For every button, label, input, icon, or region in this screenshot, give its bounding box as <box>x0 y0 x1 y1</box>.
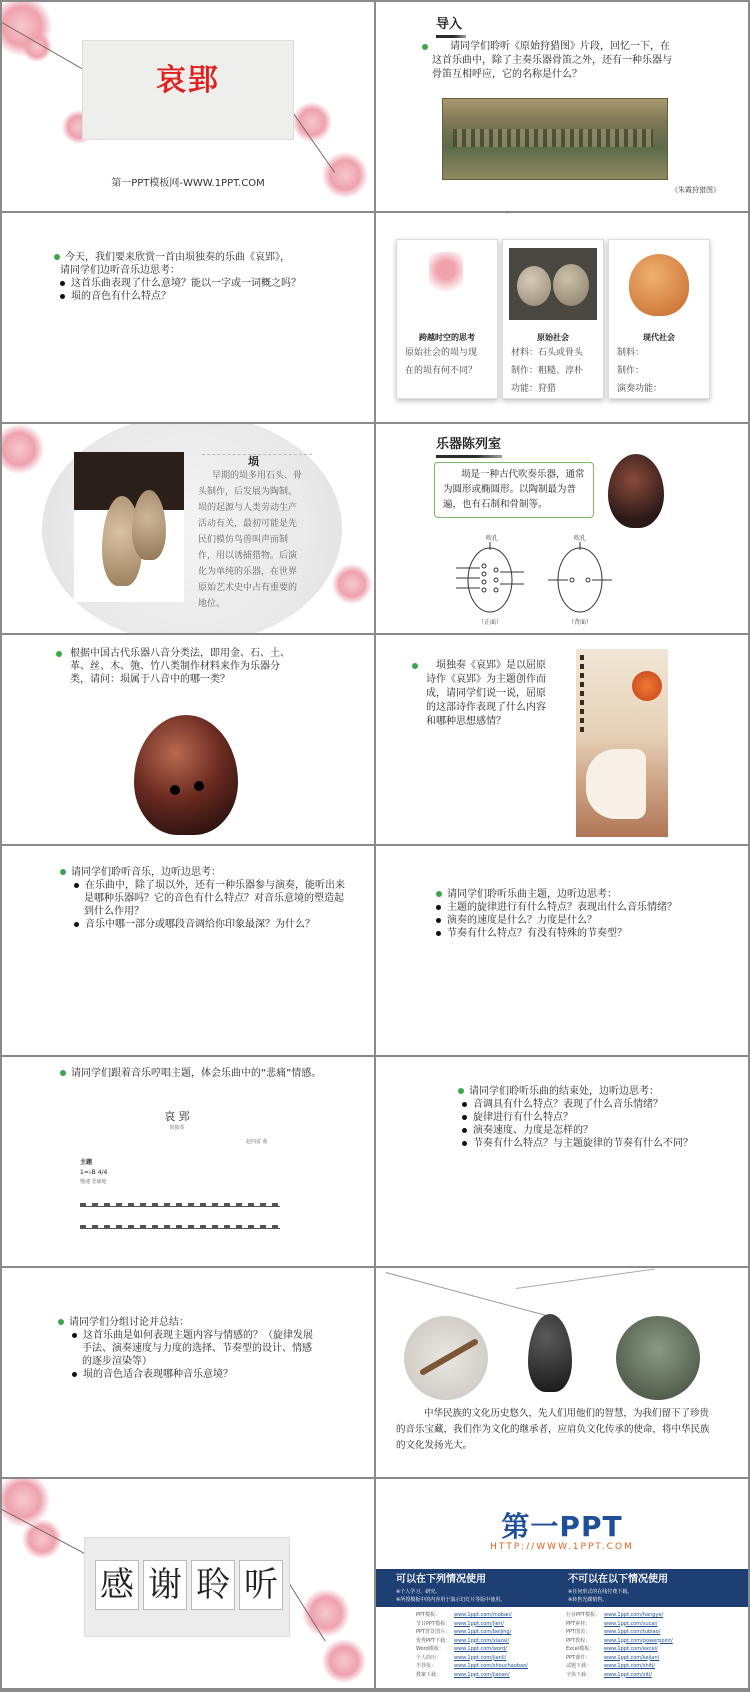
finger-hole <box>482 580 486 584</box>
link-url[interactable]: www.1ppt.com/jieri/ <box>454 1620 504 1627</box>
question-text: 请同学们聆听《原始狩猎图》片段，回忆一下，在这首乐曲中，除了主奏乐器骨笛之外，还有一种乐器与骨笛互相呼应，它的名称是什么？ <box>432 41 672 80</box>
link-url[interactable]: www.1ppt.com/word/ <box>454 1646 507 1652</box>
listening-prompt <box>54 251 344 303</box>
bullet-icon <box>462 1102 467 1107</box>
link-label: 个人简历： <box>416 1654 442 1661</box>
right-link-list <box>566 1611 673 1679</box>
link-label: PPT模板： <box>416 1612 441 1618</box>
card-line: 演奏功能： <box>617 384 663 394</box>
xun-photo-frame <box>74 452 184 602</box>
title-divider <box>202 454 312 455</box>
question-item: 音乐中哪一部分或哪段音调给你印象最深？为什么？ <box>85 919 315 930</box>
slide-grid <box>2 2 748 1690</box>
link-label: 试题下载： <box>566 1663 592 1669</box>
brand-logo: 第一PPT <box>501 1510 623 1543</box>
left-link-list <box>416 1611 528 1679</box>
blossom-decoration <box>332 564 372 604</box>
link-label: PPT教程： <box>566 1637 591 1644</box>
link-row <box>416 1611 528 1620</box>
link-label: Excel模板： <box>566 1646 595 1652</box>
link-url[interactable]: www.1ppt.com/excel/ <box>604 1646 658 1652</box>
link-label: PPT课件： <box>566 1654 591 1661</box>
slide-13-discussion[interactable] <box>2 1268 374 1477</box>
image-caption: 《朱霞狩猎图》 <box>671 186 720 194</box>
card-caption: 跨越时空的思考 <box>419 333 475 342</box>
link-label: 节日PPT模板： <box>416 1620 451 1627</box>
bullet-icon <box>60 281 65 286</box>
link-label: 行业PPT模板： <box>566 1612 601 1618</box>
allowed-note: ※所授模板中的内容用于演示幻灯片等版中使用。 <box>396 1597 506 1603</box>
compare-card-2 <box>502 239 604 399</box>
intro-question <box>432 40 672 82</box>
card-line: 材料：石头或骨头 <box>511 348 584 358</box>
question-item: 旋律进行有什么特点？ <box>473 1112 573 1123</box>
link-label: PPT素材： <box>566 1620 591 1627</box>
bullet-icon <box>56 651 62 657</box>
bullet-icon <box>462 1128 467 1133</box>
painted-xun-image <box>134 715 238 835</box>
blow-hole-label: 吹孔 <box>486 535 499 542</box>
black-xun-image <box>528 1314 572 1392</box>
score-author: 赵四富 曲 <box>246 1139 268 1145</box>
link-url[interactable]: www.1ppt.com/ziti/ <box>604 1671 652 1678</box>
finger-hole <box>570 578 574 582</box>
link-label: PPT图表： <box>566 1629 591 1635</box>
card-line: 制作： <box>617 366 645 376</box>
score-tempo: 慢速 悲痛地 <box>80 1179 107 1185</box>
back-caption: （背面） <box>568 619 593 626</box>
blow-hole-label: 吹孔 <box>574 535 587 542</box>
link-label: PPT背景图片： <box>416 1629 451 1635</box>
thanks-char: 谢 <box>143 1560 187 1610</box>
intro-text: 请同学们分组讨论并总结： <box>69 1317 189 1328</box>
question-block <box>60 866 350 931</box>
figure-shape <box>586 749 646 819</box>
link-row <box>566 1662 673 1671</box>
instruction-text: 请同学们跟着音乐哼唱主题，体会乐曲中的“悲痛”情感。 <box>71 1068 322 1079</box>
slide-16-usage-terms[interactable] <box>376 1479 748 1688</box>
intro-text: 请同学们聆听音乐，边听边思考： <box>71 867 221 878</box>
slide-title: 哀郢 <box>156 63 220 98</box>
card-text <box>617 344 703 398</box>
question-block <box>436 888 726 940</box>
painted-xun-image <box>608 454 664 528</box>
card-line: 制作：粗糙、淳朴 <box>511 366 584 376</box>
qu-yuan-painting <box>576 649 668 837</box>
hunting-painting-image <box>442 98 668 180</box>
link-url[interactable]: www.1ppt.com/hangye/ <box>604 1612 664 1618</box>
xun-title: 埙 <box>248 455 259 468</box>
blossom-image <box>429 252 463 312</box>
intro-text-2: 请同学们边听音乐边思考： <box>60 265 180 276</box>
question-item: 节奏有什么特点？有没有特殊的节奏型？ <box>447 928 627 939</box>
thanks-panel <box>84 1537 290 1637</box>
slide-14-heritage[interactable] <box>376 1268 748 1477</box>
heritage-text: 中华民族的文化历史悠久，先人们用他们的智慧，为我们留下了珍贵的音乐宝藏，我们作为文化的继承者，应肩负文化传承的使命，将中华民族的文化发扬光大。 <box>396 1408 710 1451</box>
finger-hole <box>494 588 498 592</box>
link-row <box>566 1671 673 1680</box>
xun-description: 早期的埙多用石头、骨头制作，后发展为陶制。埙的起源与人类劳动生产活动有关，最初可能是先民们模仿鸟兽叫声而制作，用以诱捕猎物。后演化为单纯的乐器，在世界原始艺术史中占有重要的地位。 <box>198 471 303 609</box>
forbidden-note: ※任何形式的在线付费下载。 <box>568 1589 633 1595</box>
intro-text: 请同学们聆听乐曲的结束处，边听边思考： <box>469 1086 659 1097</box>
links-panel <box>376 1607 748 1688</box>
link-url[interactable]: www.1ppt.com/tubiao/ <box>604 1629 661 1635</box>
xun-hole-diagram <box>436 528 676 628</box>
link-row <box>416 1645 528 1654</box>
link-url[interactable]: www.1ppt.com/shouchaobao/ <box>454 1663 528 1669</box>
card-caption: 原始社会 <box>537 333 569 342</box>
card-line: 功能：狩猎 <box>511 384 557 394</box>
intro-text: 今天，我们要来欣赏一首由埙独奏的乐曲《哀郢》， <box>65 252 290 263</box>
definition-box: 埙是一种古代吹奏乐器，通常为圆形或椭圆形。以陶制最为普遍，也有石制和骨制等。 <box>434 462 594 518</box>
bullet-icon <box>436 931 441 936</box>
link-row <box>416 1662 528 1671</box>
bullet-icon <box>60 869 66 875</box>
link-label: 优秀PPT下载： <box>416 1637 451 1644</box>
bullet-icon <box>74 922 79 927</box>
bullet-icon <box>74 883 79 888</box>
slide-10-theme-questions[interactable] <box>376 846 748 1055</box>
link-url[interactable]: www.1ppt.com/jiaoan/ <box>454 1671 510 1678</box>
score-line-1 <box>80 1195 280 1207</box>
question-item: 音调具有什么特点？表现了什么音乐情绪？ <box>473 1099 663 1110</box>
bullet-icon <box>60 1070 66 1076</box>
slide-11-sing-theme[interactable] <box>2 1057 374 1266</box>
bullet-icon <box>60 294 65 299</box>
link-url[interactable]: www.1ppt.com/shiti/ <box>604 1663 656 1669</box>
slide-1-title[interactable] <box>2 2 374 211</box>
link-row <box>416 1628 528 1637</box>
ancient-xun-image <box>509 248 597 320</box>
flute-image <box>404 1316 488 1400</box>
brand-url[interactable]: HTTP://WWW.1PPT.COM <box>490 1542 634 1552</box>
calligraphy-column <box>580 655 584 735</box>
finger-hole <box>494 578 498 582</box>
card-line: 原始社会的埙与现 <box>405 348 478 358</box>
question-item: 在乐曲中，除了埙以外，还有一种乐器参与演奏，能听出来是哪种乐器吗？它的音色有什么特点？对音乐意境的塑造起到什么作用？ <box>84 880 345 917</box>
intro-text: 请同学们聆听乐曲主题，边听边思考： <box>447 889 617 900</box>
instruction <box>60 1067 360 1082</box>
card-line: 在的埙有何不同？ <box>405 366 478 376</box>
bullet-icon <box>422 44 428 50</box>
slide-3-listen[interactable] <box>2 213 374 422</box>
bullet-icon <box>462 1141 467 1146</box>
link-row <box>566 1611 673 1620</box>
thanks-chars <box>95 1560 283 1610</box>
sun-shape <box>632 671 662 701</box>
link-row <box>416 1654 528 1663</box>
branch-decoration <box>386 1272 550 1317</box>
forbidden-heading: 不可以在以下情况使用 <box>568 1574 668 1585</box>
section-heading: 导入 <box>436 16 466 38</box>
question-item: 主题的旋律进行有什么特点？表现出什么音乐情绪？ <box>447 902 677 913</box>
bullet-icon <box>412 663 418 669</box>
link-row <box>566 1620 673 1629</box>
finger-hole <box>482 564 486 568</box>
branch-decoration <box>516 1269 655 1289</box>
section-heading: 乐器陈列室 <box>436 436 502 458</box>
card-line: 制料： <box>617 348 645 358</box>
slide-6-showcase[interactable] <box>376 424 748 633</box>
link-url[interactable]: www.1ppt.com/xiazai/ <box>454 1637 510 1644</box>
question-block <box>58 647 298 686</box>
score-line-2 <box>80 1217 280 1229</box>
card-text <box>405 344 491 380</box>
bullet-icon <box>54 254 60 260</box>
modern-xun-image <box>629 254 689 316</box>
card-text <box>511 344 597 398</box>
bullet-icon <box>436 891 442 897</box>
allowed-note: ※个人学习、研究。 <box>396 1589 441 1595</box>
allowed-heading: 可以在下列情况使用 <box>396 1574 486 1585</box>
front-caption: （正面） <box>478 619 503 626</box>
slide-2-intro[interactable] <box>376 2 748 211</box>
bullet-icon <box>436 905 441 910</box>
question-block <box>418 659 552 729</box>
question-block <box>58 1316 318 1381</box>
link-row <box>416 1671 528 1680</box>
question-item: 埙的音色有什么特点？ <box>71 291 171 302</box>
score-label: 主题 <box>80 1159 93 1166</box>
blossom-decoration <box>322 1639 366 1683</box>
score-title: 哀 郢 <box>164 1110 190 1123</box>
link-label: 字体下载： <box>566 1671 592 1678</box>
title-panel <box>82 40 294 140</box>
question-item: 埙的音色适合表现哪种音乐意境？ <box>83 1369 233 1380</box>
forbidden-note: ※转售光碟销售。 <box>568 1597 608 1603</box>
blossom-decoration <box>2 424 44 474</box>
question-item: 这首乐曲表现了什么意境？能以一字或一词概之吗？ <box>71 278 301 289</box>
finger-hole <box>194 781 204 791</box>
link-url[interactable]: www.1ppt.com/powerpoint/ <box>604 1637 673 1644</box>
link-url[interactable]: www.1ppt.com/moban/ <box>454 1612 512 1618</box>
card-caption: 现代社会 <box>643 333 675 342</box>
question-block <box>458 1085 738 1150</box>
usage-panel <box>376 1569 748 1688</box>
bullet-icon <box>458 1088 464 1094</box>
compare-card-3 <box>608 239 710 399</box>
link-url[interactable]: www.1ppt.com/jianli/ <box>454 1654 507 1661</box>
front-outline <box>468 548 512 612</box>
bullet-icon <box>436 918 441 923</box>
compare-card-1 <box>396 239 498 399</box>
score-subtitle: 埙独奏 <box>169 1125 185 1131</box>
score-key: 1=♭B 4/4 <box>80 1169 108 1176</box>
link-row <box>566 1628 673 1637</box>
question-text: 根据中国古代乐器八音分类法，即用金、石、土、革、丝、木、匏、竹八类制作材料来作为乐器分类，请问：埙属于八音中的哪一类？ <box>70 648 290 685</box>
bronze-bells-image <box>616 1316 700 1400</box>
question-item: 演奏的速度是什么？力度是什么？ <box>447 915 597 926</box>
question-item: 节奏有什么特点？与主题旋律的节奏有什么不同？ <box>473 1138 693 1149</box>
thanks-char: 听 <box>239 1560 283 1610</box>
link-row <box>416 1637 528 1646</box>
flute-shape <box>419 1338 479 1376</box>
slide-9-listen-questions[interactable] <box>2 846 374 1055</box>
link-row <box>566 1654 673 1663</box>
slide-8-qu-yuan[interactable] <box>376 635 748 844</box>
link-url[interactable]: www.1ppt.com/kejian/ <box>604 1654 660 1661</box>
link-row <box>566 1637 673 1646</box>
link-label: 手抄报： <box>416 1663 437 1669</box>
painting-figures <box>453 129 653 147</box>
link-url[interactable]: www.1ppt.com/beijing/ <box>454 1629 512 1635</box>
branch-decoration <box>506 213 591 214</box>
finger-hole <box>494 568 498 572</box>
bullet-icon <box>462 1115 467 1120</box>
xun-shape <box>553 264 589 306</box>
link-label: 教案下载： <box>416 1671 442 1678</box>
thanks-char: 聆 <box>191 1560 235 1610</box>
slide-5-xun-intro[interactable] <box>2 424 374 633</box>
question-item: 这首乐曲是如何表现主题内容与情感的？（旋律发展手法、演奏速度与力度的选择、节奏型的设计、情感的逐步渲染等） <box>82 1330 313 1367</box>
slide-7-eight-sounds[interactable] <box>2 635 374 844</box>
finger-hole <box>586 578 590 582</box>
question-text: 埙独奏《哀郢》是以屈原诗作《哀郢》为主题创作而成，请同学们说一说，屈原的这部诗作表现了什么内容和哪种思想感情？ <box>426 660 546 727</box>
thanks-char: 感 <box>95 1560 139 1610</box>
finger-hole <box>482 572 486 576</box>
xun-shape <box>517 266 551 306</box>
bullet-icon <box>72 1372 77 1377</box>
finger-hole <box>170 785 180 795</box>
slide-15-thanks[interactable] <box>2 1479 374 1688</box>
link-row <box>416 1620 528 1629</box>
link-url[interactable]: www.1ppt.com/sucai/ <box>604 1620 658 1627</box>
blossom-decoration <box>302 1589 350 1637</box>
finger-hole <box>482 588 486 592</box>
question-item: 演奏速度、力度是怎样的？ <box>473 1125 593 1136</box>
slide-12-ending-questions[interactable] <box>376 1057 748 1266</box>
bullet-icon <box>58 1319 64 1325</box>
slide-subtitle: 第一PPT模板网-WWW.1PPT.COM <box>111 178 265 189</box>
bullet-icon <box>72 1333 77 1338</box>
slide-4-compare[interactable] <box>376 213 748 422</box>
link-row <box>566 1645 673 1654</box>
link-label: Word模板： <box>416 1646 444 1652</box>
